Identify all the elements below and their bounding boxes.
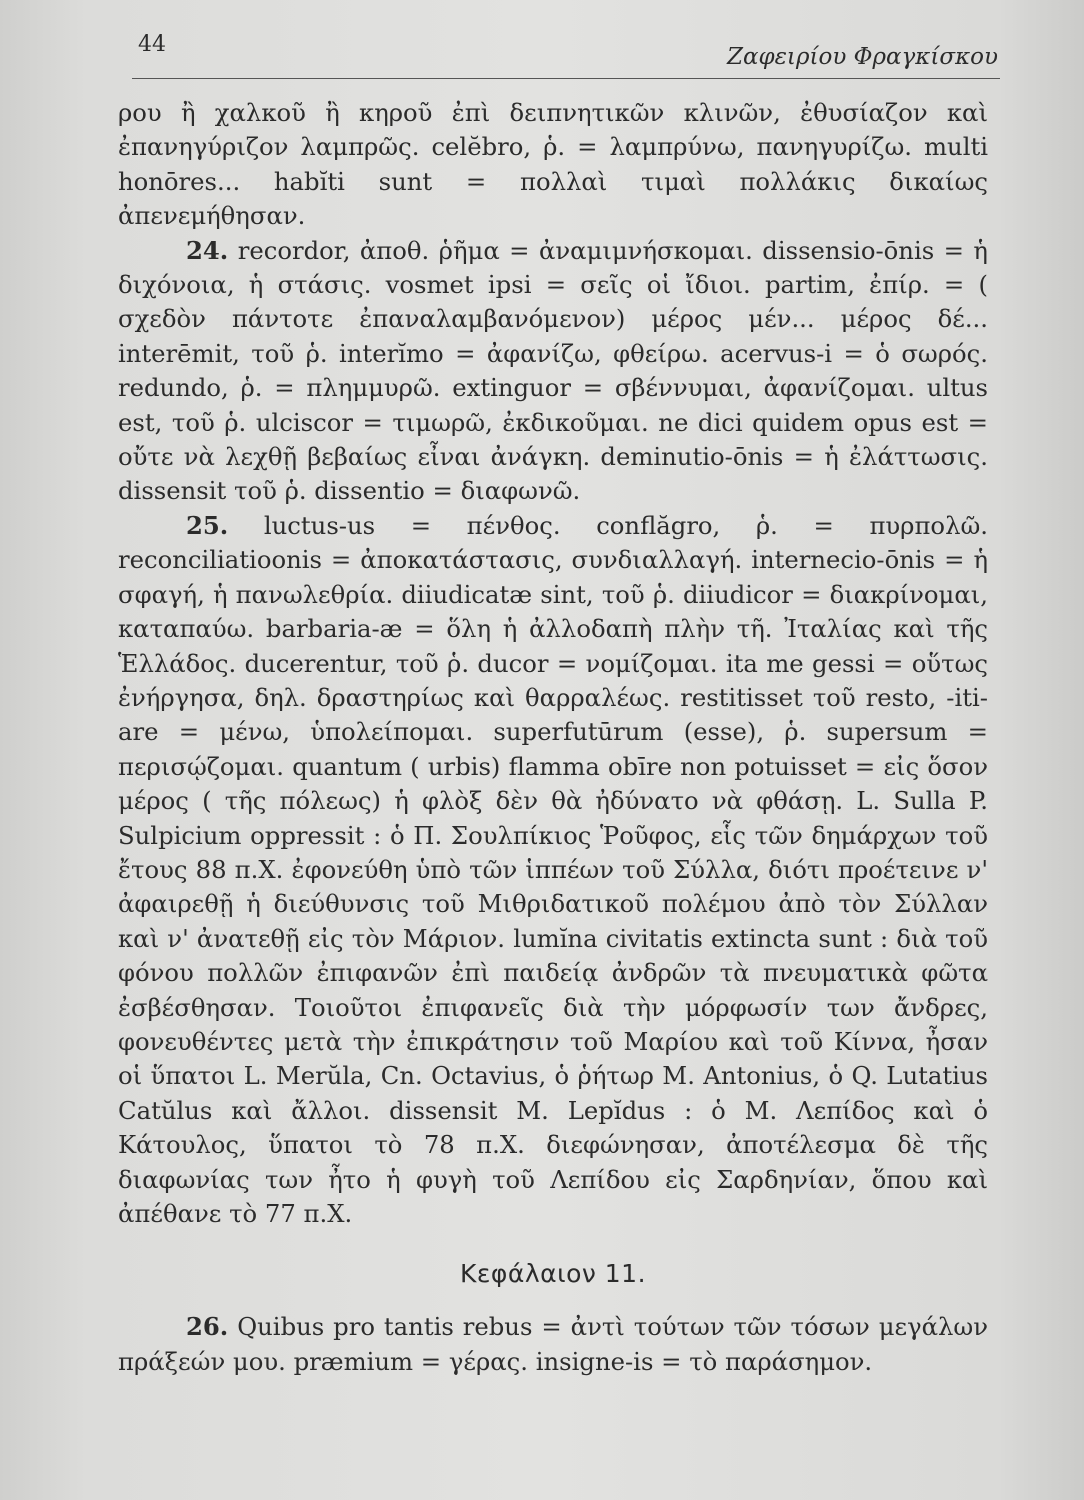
header-rule [132, 78, 1000, 79]
body-text [118, 96, 988, 1379]
paragraph-text: Quibus pro tantis rebus = ἀντὶ τούτων τῶν τόσων μεγάλων πράξεών μου. præmium = γέρας. insigne-is = τὸ παράσημον. [118, 1312, 988, 1376]
page-header [132, 30, 1000, 82]
paragraph-24 [118, 234, 988, 509]
paragraph-26 [118, 1310, 988, 1379]
chapter-title: Κεφάλαιον 11. [459, 1259, 647, 1289]
paragraph-continuation [118, 96, 988, 234]
paragraph-text: luctus-us = πένθος. conflăgro, ῥ. = πυρπολῶ. reconciliatioonis = ἀποκατάστασις, συνδιαλλαγή. internecio-ōnis = ἡ σφαγή, ἡ πανωλεθρία. diiudicatæ sint, τοῦ ῥ. diiudicor = διακρίνομαι, καταπαύω. barbaria-æ = ὅλη ἡ ἀλλοδαπὴ πλὴν τῆ. Ἰταλίας καὶ τῆς Ἑλλάδος. ducerentur, τοῦ ῥ. ducor = νομίζομαι. ita me gessi = οὕτως ἐνήργησα, δηλ. δραστηρίως καὶ θαρραλέως. restitisset τοῦ resto, -iti-are = μένω, ὑπολείπομαι. superfutūrum (esse), ῥ. supersum = περισῴζομαι. quantum ( urbis) flamma obīre non potuisset = εἰς ὅσον μέρος ( τῆς πόλεως) ἡ φλὸξ δὲν θὰ ἠδύνατο νὰ φθάσῃ. L. Sulla P. Sulpicium oppressit : ὁ Π. Σουλπίκιος Ῥοῦφος, εἷς τῶν δημάρχων τοῦ ἔτους 88 π.Χ. ἐφονεύθη ὑπὸ τῶν ἱππέων τοῦ Σύλλα, διότι προέτεινε ν' ἀφαιρεθῇ ἡ διεύθυνσις τοῦ Μιθριδατικοῦ πολέμου ἀπὸ τὸν Σύλλαν καὶ ν' ἀνατεθῇ εἰς τὸν Μάριον. lumĭna civitatis extincta sunt : διὰ τοῦ φόνου πολλῶν ἐπιφανῶν ἐπὶ παιδείᾳ ἀνδρῶν τὰ πνευματικὰ φῶτα ἐσβέσθησαν. Τοιοῦτοι ἐπιφανεῖς διὰ τὴν μόρφωσίν των ἄνδρες, φονευθέντες μετὰ τὴν ἐπικράτησιν τοῦ Μαρίου καὶ τοῦ Κίννα, ἦσαν οἱ ὕπατοι L. Merŭla, Cn. Octavius, ὁ ῥήτωρ M. Antonius, ὁ Q. Lutatius Catŭlus καὶ ἄλλοι. dissensit M. Lepĭdus : ὁ Μ. Λεπίδος καὶ ὁ Κάτουλος, ὕπατοι τὸ 78 π.Χ. διεφώνησαν, ἀποτέλεσμα δὲ τῆς διαφωνίας των ἦτο ἡ φυγὴ τοῦ Λεπίδου εἰς Σαρδηνίαν, ὅπου καὶ ἀπέθανε τὸ 77 π.Χ. [118, 510, 988, 1228]
paragraph-25 [118, 509, 988, 1232]
paragraph-text: recordor, ἀποθ. ῥῆμα = ἀναμιμνήσκομαι. dissensio-ōnis = ἡ διχόνοια, ἡ στάσις. vosmet ipsi = σεῖς οἱ ἴδιοι. partim, ἐπίρ. = ( σχεδὸν πάντοτε ἐπαναλαμβανόμενον) μέρος μέν... μέρος δέ... interēmit, τοῦ ῥ. interĭmo = ἀφανίζω, φθείρω. acervus-i = ὁ σωρός. redundo, ῥ. = πλημμυρῶ. extinguor = σβέννυμαι, ἀφανίζομαι. ultus est, τοῦ ῥ. ulciscor = τιμωρῶ, ἐκδικοῦμαι. ne dici quidem opus est = οὔτε νὰ λεχθῇ βεβαίως εἶναι ἀνάγκη. deminutio-ōnis = ἡ ἐλάττωσις. dissensit τοῦ ῥ. dissentio = διαφωνῶ. [118, 235, 988, 506]
paragraph-text: ρου ἢ χαλκοῦ ἢ κηροῦ ἐπὶ δειπνητικῶν κλινῶν, ἐθυσίαζον καὶ ἐπανηγύριζον λαμπρῶς. celĕbro, ῥ. = λαμπρύνω, πανηγυρίζω. multi honōres... habĭti sunt = πολλαὶ τιμαὶ πολλάκις δικαίως ἀπενεμήθησαν. [118, 98, 988, 231]
paragraph-number: 24. [186, 235, 229, 265]
paragraph-number: 25. [186, 510, 229, 540]
page-number: 44 [138, 32, 166, 57]
running-head: Ζαφειρίου Φραγκίσκου [726, 44, 998, 70]
paragraph-number: 26. [186, 1312, 229, 1342]
